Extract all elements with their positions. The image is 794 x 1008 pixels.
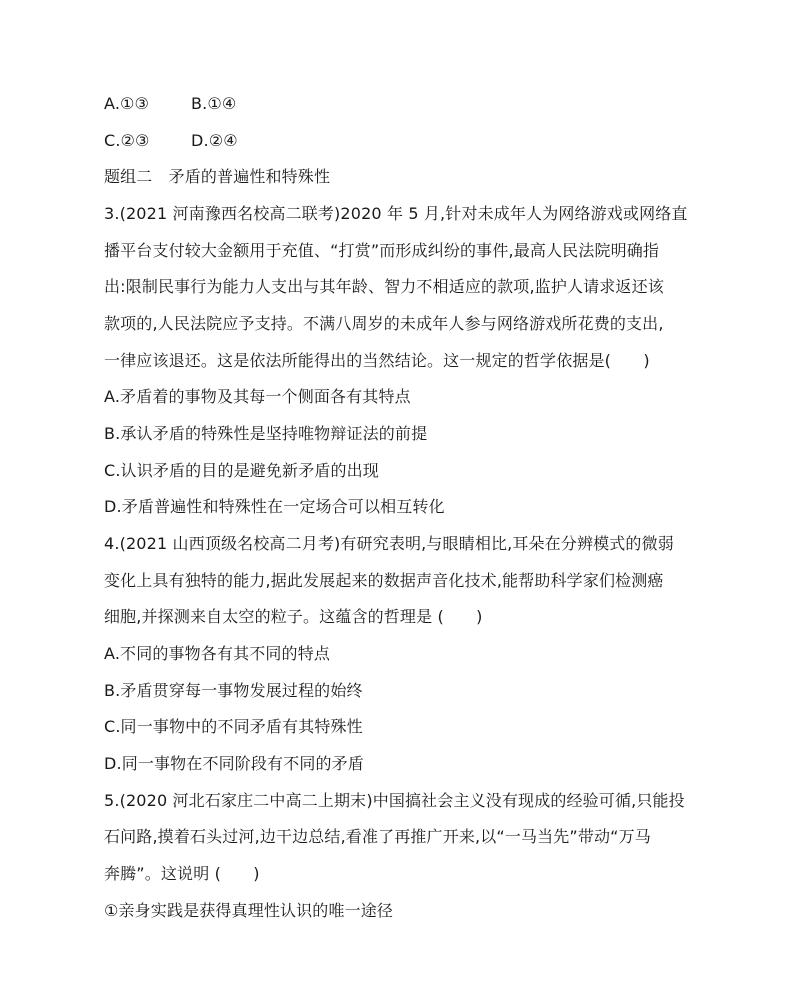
q4-option-c: C.同一事物中的不同矛盾有其特殊性	[104, 717, 363, 736]
q5-line-1: 5.(2020 河北石家庄二中高二上期末)中国搞社会主义没有现成的经验可循,只能投	[104, 791, 685, 810]
q2-option-d: D.②④	[191, 131, 238, 150]
q5-line-3: 奔腾”。这说明 ( )	[104, 864, 260, 883]
q4-option-d: D.同一事物在不同阶段有不同的矛盾	[104, 754, 364, 773]
q3-option-b: B.承认矛盾的特殊性是坚持唯物辩证法的前提	[104, 424, 428, 443]
q4-option-b: B.矛盾贯穿每一事物发展过程的始终	[104, 681, 363, 700]
q3-line-2: 播平台支付较大金额用于充值、“打赏”而形成纠纷的事件,最高人民法院明确指	[104, 241, 660, 260]
q2-option-a: A.①③	[104, 94, 150, 113]
q2-options-row-1	[104, 93, 236, 115]
q5-statement-1: ①亲身实践是获得真理性认识的唯一途径	[104, 901, 394, 920]
q2-option-c: C.②③	[104, 131, 150, 150]
q3-option-a: A.矛盾着的事物及其每一个侧面各有其特点	[104, 387, 411, 406]
q4-line-2: 变化上具有独特的能力,据此发展起来的数据声音化技术,能帮助科学家们检测癌	[104, 571, 664, 590]
q3-line-3: 出:限制民事行为能力人支出与其年龄、智力不相适应的款项,监护人请求返还该	[104, 277, 664, 296]
q3-line-1: 3.(2021 河南豫西名校高二联考)2020 年 5 月,针对未成年人为网络游戏或网络直	[104, 204, 688, 223]
q4-line-3: 细胞,并探测来自太空的粒子。这蕴含的哲理是 ( )	[104, 607, 483, 626]
q2-option-b: B.①④	[191, 94, 237, 113]
q3-option-c: C.认识矛盾的目的是避免新矛盾的出现	[104, 461, 379, 480]
q2-options-row-2	[104, 130, 238, 152]
q4-option-a: A.不同的事物各有其不同的特点	[104, 644, 331, 663]
q3-line-4: 款项的,人民法院应予支持。不满八周岁的未成年人参与网络游戏所花费的支出,	[104, 314, 664, 333]
q5-line-2: 石问路,摸着石头过河,边干边总结,看准了再推广开来,以“一马当先”带动“万马	[104, 827, 651, 846]
q4-line-1: 4.(2021 山西顶级名校高二月考)有研究表明,与眼睛相比,耳朵在分辨模式的微弱	[104, 534, 674, 553]
q3-option-d: D.矛盾普遍性和特殊性在一定场合可以相互转化	[104, 497, 445, 516]
section-heading: 题组二 矛盾的普遍性和特殊性	[104, 167, 331, 186]
q3-line-5: 一律应该退还。这是依法所能得出的当然结论。这一规定的哲学依据是( )	[104, 351, 650, 370]
